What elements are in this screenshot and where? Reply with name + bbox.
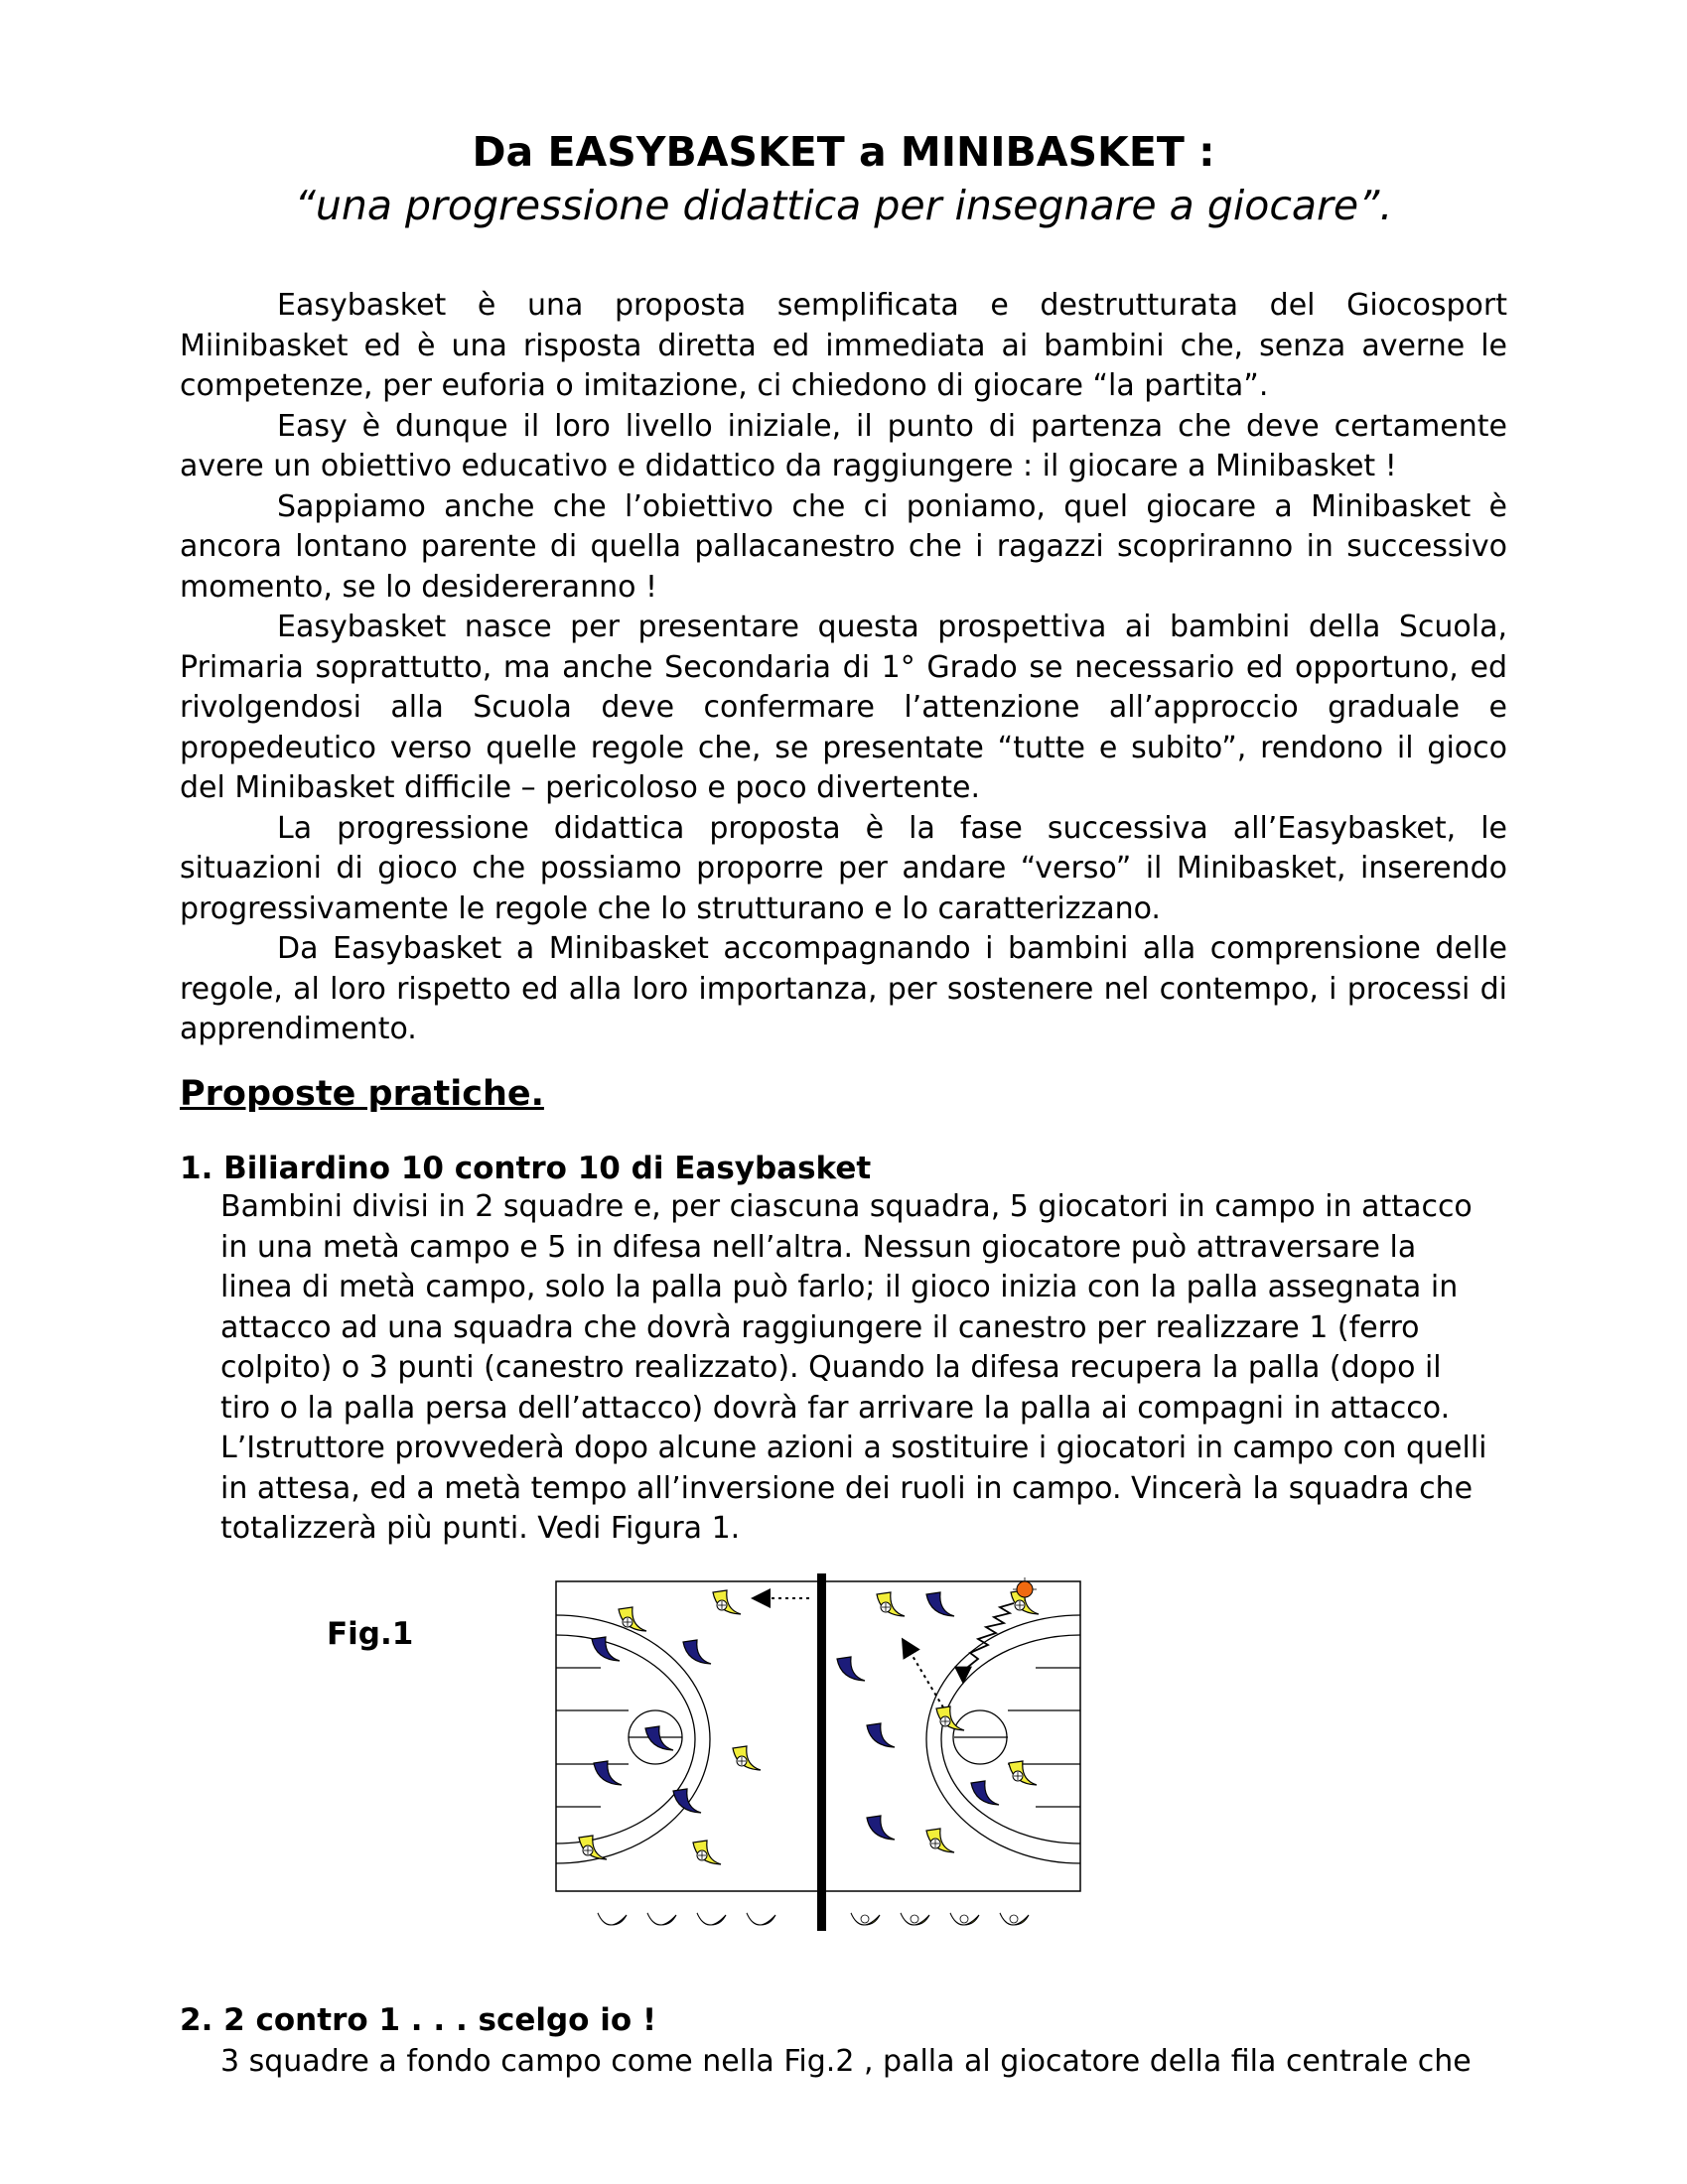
player-blue [673,1789,701,1813]
paragraph: Easy è dunque il loro livello iniziale, il punto di partenza che deve certamente avere un obiettivo educativo e didattico da raggiungere : il giocare a Minibasket ! [180,408,1507,483]
paragraph: Easybasket è una proposta semplificata e destrutturata del Giocosport Miinibasket ed è una risposta diretta ed immediata ai bambini che, senza averne le competenze, per euforia o imitazione, ci chiedono di giocare “la partita”. [180,288,1507,403]
player-blue [926,1592,954,1616]
player-blue [592,1637,620,1661]
exercise-1-title: 1. Biliardino 10 contro 10 di Easybasket [180,1151,872,1186]
paragraph: La progressione didattica proposta è la fase successiva all’Easybasket, le situazioni di gioco che possiamo proporre per andare “verso” il Minibasket, inserendo progressivamente le regole che lo strutturano e lo caratterizzano. [180,810,1507,926]
player-blue [683,1640,711,1664]
figure-label: Fig.1 [327,1616,414,1652]
page-title: Da EASYBASKET a MINIBASKET : [472,128,1215,176]
midcourt-line [817,1573,826,1931]
court-diagram [551,1573,1107,1946]
page-subtitle: “una progressione didattica per insegnare a giocare”. [294,182,1393,229]
player-blue [837,1657,865,1681]
player-yellow [579,1836,607,1859]
dribble-arrow [963,1603,1014,1681]
section-heading: Proposte pratiche. [180,1074,544,1114]
player-yellow [713,1590,741,1614]
bench-blue [598,1913,775,1925]
player-blue [867,1723,895,1747]
intro-text [180,286,1507,1050]
right-court-markings [926,1615,1080,1863]
paragraph: Sappiamo anche che l’obiettivo che ci poniamo, quel giocare a Minibasket è ancora lontano parente di quella pallacanestro che i ragazzi scopriranno in successivo momento, se lo desidereranno ! [180,488,1507,605]
player-yellow [733,1746,761,1770]
paragraph: Da Easybasket a Minibasket accompagnando i bambini alla comprensione delle regole, al loro rispetto ed alla loro importanza, per sostenere nel contempo, i processi di apprendimento. [180,931,1507,1046]
player-blue [867,1816,895,1840]
player-yellow [693,1841,721,1864]
player-yellow [877,1592,905,1616]
cut-arrow [904,1641,943,1707]
exercise-2-body: 3 squadre a fondo campo come nella Fig.2 , palla al giocatore della fila centrale che [220,2044,1472,2079]
player-blue [645,1726,673,1750]
bench-yellow [851,1913,1029,1925]
player-yellow [936,1706,964,1730]
exercise-1-body: Bambini divisi in 2 squadre e, per ciascuna squadra, 5 giocatori in campo in attacco in una metà campo e 5 in difesa nell’altra. Nessun giocatore può attraversare la linea di metà campo, solo la palla può farlo; il gioco inizia con la palla assegnata in attacco ad una squadra che dovrà raggiungere il canestro per realizzare 1 (ferro colpito) o 3 punti (canestro realizzato). Quando la difesa recupera la palla (dopo il tiro o la palla persa dell’attacco) dovrà far arrivare la palla ai compagni in attacco. L’Istruttore provvederà dopo alcune azioni a sostituire i giocatori in campo con quelli in attesa, ed a metà tempo all’inversione dei ruoli in campo. Vincerà la squadra che totalizzerà più punti. Vedi Figura 1. [220,1189,1487,1546]
player-blue [971,1781,999,1805]
player-yellow [926,1829,954,1852]
paragraph: Easybasket nasce per presentare questa prospettiva ai bambini della Scuola, Primaria soprattutto, ma anche Secondaria di 1° Grado se necessario ed opportuno, ed rivolgendosi alla Scuola deve confermare l’attenzione all’approccio graduale e propedeutico verso quelle regole che, se presentate “tutte e subito”, rendono il gioco del Minibasket difficile – pericoloso e poco divertente. [180,610,1507,805]
exercise-2-title: 2. 2 contro 1 . . . scelgo io ! [180,2002,657,2038]
ball [1017,1581,1033,1597]
